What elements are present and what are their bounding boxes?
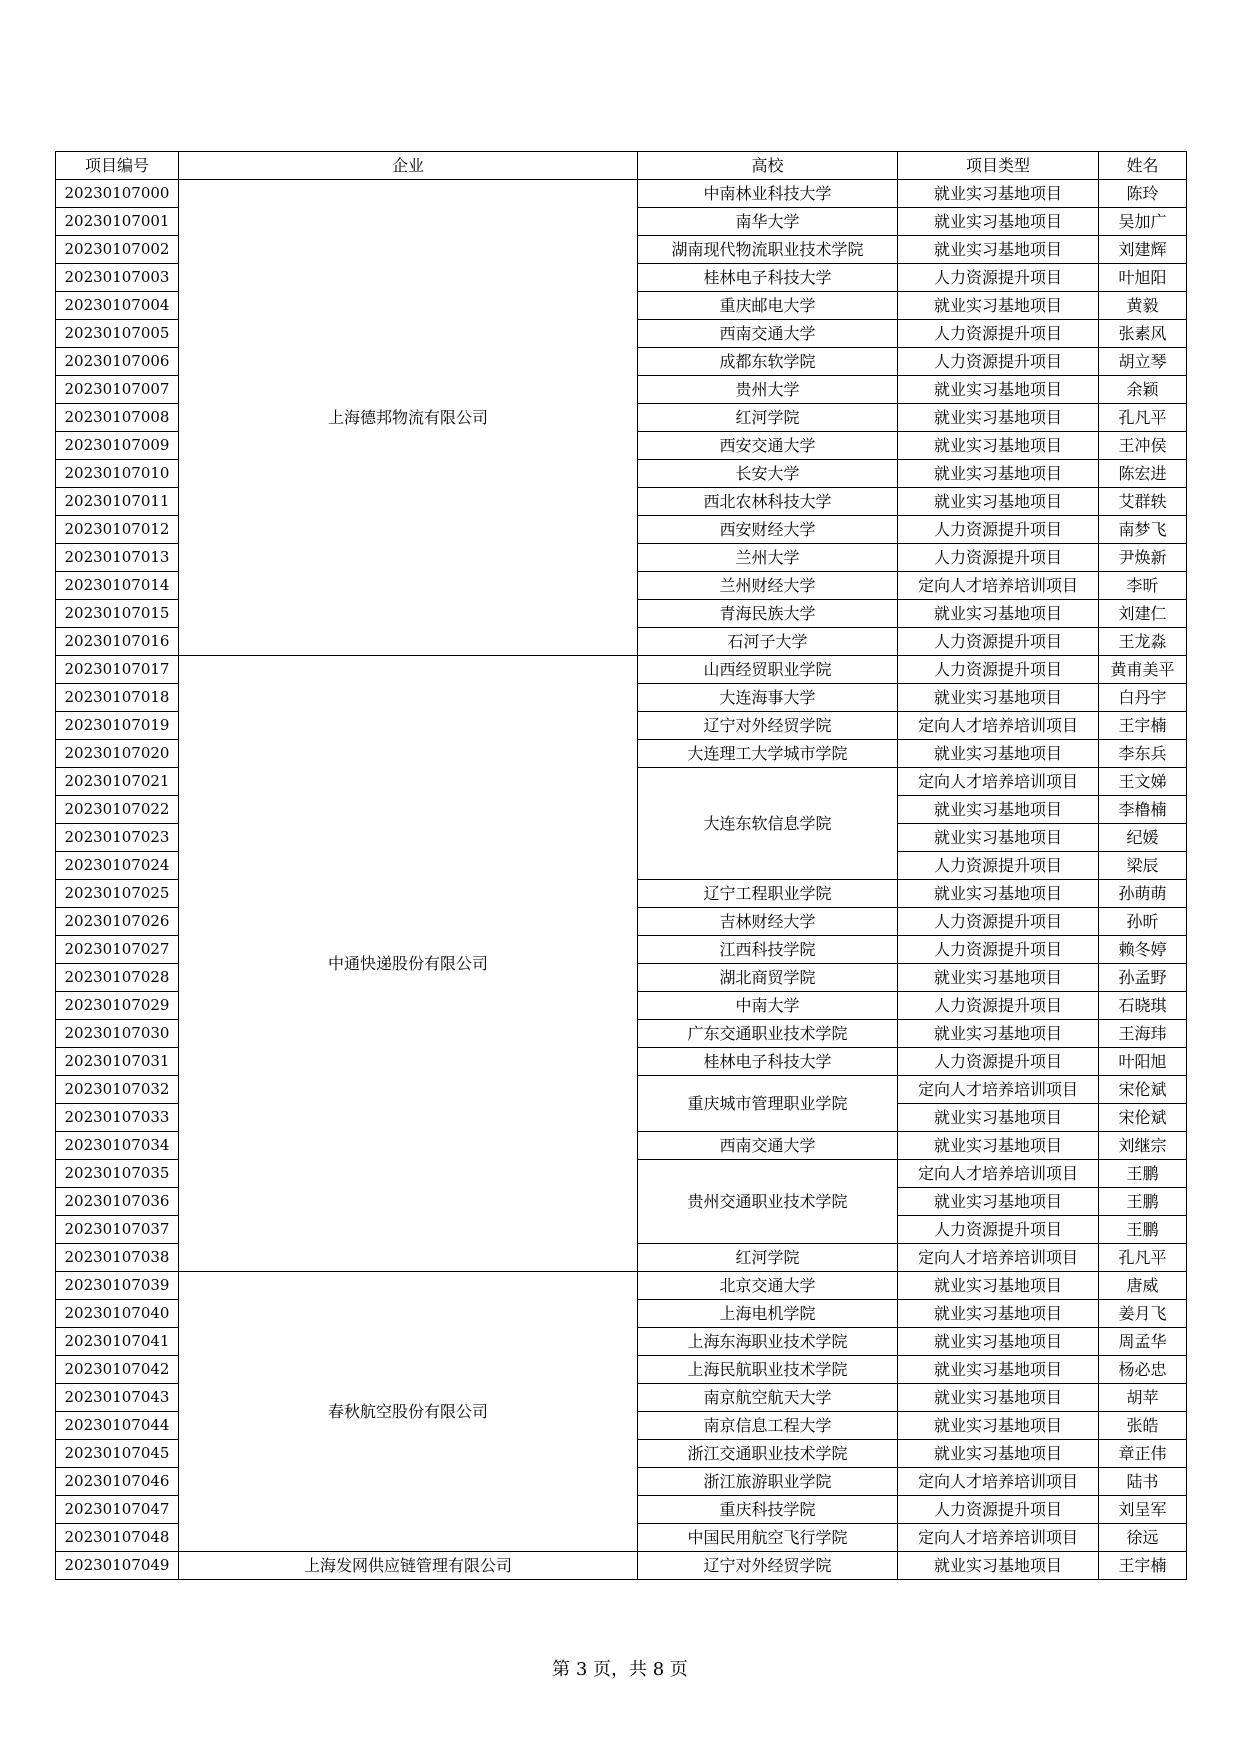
project-id-cell: 20230107027 (56, 936, 179, 964)
project-type-cell: 就业实习基地项目 (898, 292, 1099, 320)
project-type-cell: 人力资源提升项目 (898, 348, 1099, 376)
school-cell: 红河学院 (638, 404, 898, 432)
project-type-cell: 就业实习基地项目 (898, 1412, 1099, 1440)
project-id-cell: 20230107014 (56, 572, 179, 600)
person-name-cell: 艾群轶 (1099, 488, 1187, 516)
table-row (56, 1272, 1187, 1300)
project-type-cell: 人力资源提升项目 (898, 1216, 1099, 1244)
school-cell: 吉林财经大学 (638, 908, 898, 936)
table-row (56, 1552, 1187, 1580)
project-type-cell: 就业实习基地项目 (898, 824, 1099, 852)
project-type-cell: 就业实习基地项目 (898, 180, 1099, 208)
project-id-cell: 20230107049 (56, 1552, 179, 1580)
project-id-cell: 20230107036 (56, 1188, 179, 1216)
header-person-name: 姓名 (1099, 152, 1187, 180)
school-cell: 青海民族大学 (638, 600, 898, 628)
school-cell: 重庆邮电大学 (638, 292, 898, 320)
school-cell: 辽宁工程职业学院 (638, 880, 898, 908)
project-type-cell: 就业实习基地项目 (898, 404, 1099, 432)
page-footer: 第 3 页，共 8 页 (552, 1659, 688, 1680)
project-type-cell: 就业实习基地项目 (898, 1328, 1099, 1356)
project-type-cell: 就业实习基地项目 (898, 796, 1099, 824)
project-type-cell: 就业实习基地项目 (898, 1104, 1099, 1132)
school-cell: 中南大学 (638, 992, 898, 1020)
school-cell: 南京信息工程大学 (638, 1412, 898, 1440)
school-cell: 西南交通大学 (638, 1132, 898, 1160)
person-name-cell: 刘继宗 (1099, 1132, 1187, 1160)
project-id-cell: 20230107026 (56, 908, 179, 936)
project-id-cell: 20230107029 (56, 992, 179, 1020)
school-cell: 辽宁对外经贸学院 (638, 712, 898, 740)
school-cell: 兰州财经大学 (638, 572, 898, 600)
person-name-cell: 周孟华 (1099, 1328, 1187, 1356)
school-cell: 中国民用航空飞行学院 (638, 1524, 898, 1552)
person-name-cell: 孔凡平 (1099, 404, 1187, 432)
company-cell: 中通快递股份有限公司 (179, 656, 638, 1272)
school-cell: 成都东软学院 (638, 348, 898, 376)
table-body (56, 180, 1187, 1580)
school-cell: 兰州大学 (638, 544, 898, 572)
school-cell: 桂林电子科技大学 (638, 264, 898, 292)
project-id-cell: 20230107028 (56, 964, 179, 992)
person-name-cell: 陈玲 (1099, 180, 1187, 208)
person-name-cell: 唐威 (1099, 1272, 1187, 1300)
person-name-cell: 石晓琪 (1099, 992, 1187, 1020)
person-name-cell: 梁辰 (1099, 852, 1187, 880)
school-cell: 中南林业科技大学 (638, 180, 898, 208)
project-type-cell: 人力资源提升项目 (898, 936, 1099, 964)
project-type-cell: 人力资源提升项目 (898, 1496, 1099, 1524)
person-name-cell: 胡苹 (1099, 1384, 1187, 1412)
project-type-cell: 就业实习基地项目 (898, 1356, 1099, 1384)
project-type-cell: 就业实习基地项目 (898, 1188, 1099, 1216)
person-name-cell: 李东兵 (1099, 740, 1187, 768)
person-name-cell: 吴加广 (1099, 208, 1187, 236)
person-name-cell: 章正伟 (1099, 1440, 1187, 1468)
project-id-cell: 20230107025 (56, 880, 179, 908)
person-name-cell: 王鹏 (1099, 1188, 1187, 1216)
person-name-cell: 张皓 (1099, 1412, 1187, 1440)
project-type-cell: 定向人才培养培训项目 (898, 1524, 1099, 1552)
company-cell: 春秋航空股份有限公司 (179, 1272, 638, 1552)
school-cell: 长安大学 (638, 460, 898, 488)
project-id-cell: 20230107010 (56, 460, 179, 488)
project-type-cell: 定向人才培养培训项目 (898, 1468, 1099, 1496)
person-name-cell: 纪媛 (1099, 824, 1187, 852)
school-cell: 浙江交通职业技术学院 (638, 1440, 898, 1468)
project-type-cell: 定向人才培养培训项目 (898, 1076, 1099, 1104)
project-type-cell: 人力资源提升项目 (898, 852, 1099, 880)
person-name-cell: 赖冬婷 (1099, 936, 1187, 964)
project-id-cell: 20230107004 (56, 292, 179, 320)
project-type-cell: 人力资源提升项目 (898, 908, 1099, 936)
project-type-cell: 定向人才培养培训项目 (898, 768, 1099, 796)
project-type-cell: 就业实习基地项目 (898, 1020, 1099, 1048)
project-type-cell: 就业实习基地项目 (898, 1552, 1099, 1580)
project-type-cell: 就业实习基地项目 (898, 880, 1099, 908)
project-type-cell: 定向人才培养培训项目 (898, 1160, 1099, 1188)
project-id-cell: 20230107046 (56, 1468, 179, 1496)
project-id-cell: 20230107045 (56, 1440, 179, 1468)
project-id-cell: 20230107009 (56, 432, 179, 460)
person-name-cell: 黄毅 (1099, 292, 1187, 320)
project-type-cell: 就业实习基地项目 (898, 684, 1099, 712)
project-id-cell: 20230107020 (56, 740, 179, 768)
school-cell: 大连海事大学 (638, 684, 898, 712)
person-name-cell: 白丹宇 (1099, 684, 1187, 712)
project-id-cell: 20230107023 (56, 824, 179, 852)
header-project-type: 项目类型 (898, 152, 1099, 180)
person-name-cell: 胡立琴 (1099, 348, 1187, 376)
school-cell: 西安财经大学 (638, 516, 898, 544)
person-name-cell: 叶旭阳 (1099, 264, 1187, 292)
school-cell: 北京交通大学 (638, 1272, 898, 1300)
person-name-cell: 叶阳旭 (1099, 1048, 1187, 1076)
person-name-cell: 徐远 (1099, 1524, 1187, 1552)
table-header-row (56, 152, 1187, 180)
project-type-cell: 就业实习基地项目 (898, 1300, 1099, 1328)
project-id-cell: 20230107035 (56, 1160, 179, 1188)
person-name-cell: 孙孟野 (1099, 964, 1187, 992)
project-id-cell: 20230107024 (56, 852, 179, 880)
project-id-cell: 20230107003 (56, 264, 179, 292)
project-id-cell: 20230107000 (56, 180, 179, 208)
school-cell: 浙江旅游职业学院 (638, 1468, 898, 1496)
project-type-cell: 就业实习基地项目 (898, 460, 1099, 488)
person-name-cell: 王宇楠 (1099, 1552, 1187, 1580)
project-id-cell: 20230107048 (56, 1524, 179, 1552)
person-name-cell: 宋伦斌 (1099, 1104, 1187, 1132)
person-name-cell: 孔凡平 (1099, 1244, 1187, 1272)
project-id-cell: 20230107007 (56, 376, 179, 404)
header-project-id: 项目编号 (56, 152, 179, 180)
project-id-cell: 20230107032 (56, 1076, 179, 1104)
school-cell: 上海电机学院 (638, 1300, 898, 1328)
project-id-cell: 20230107044 (56, 1412, 179, 1440)
project-type-cell: 人力资源提升项目 (898, 264, 1099, 292)
header-company: 企业 (179, 152, 638, 180)
project-type-cell: 就业实习基地项目 (898, 600, 1099, 628)
person-name-cell: 王鹏 (1099, 1216, 1187, 1244)
school-cell: 桂林电子科技大学 (638, 1048, 898, 1076)
person-name-cell: 刘呈军 (1099, 1496, 1187, 1524)
project-id-cell: 20230107016 (56, 628, 179, 656)
school-cell: 湖北商贸学院 (638, 964, 898, 992)
school-cell: 江西科技学院 (638, 936, 898, 964)
school-cell: 上海东海职业技术学院 (638, 1328, 898, 1356)
school-cell: 贵州大学 (638, 376, 898, 404)
person-name-cell: 孙昕 (1099, 908, 1187, 936)
project-id-cell: 20230107022 (56, 796, 179, 824)
person-name-cell: 王鹏 (1099, 1160, 1187, 1188)
project-type-cell: 定向人才培养培训项目 (898, 1244, 1099, 1272)
project-table (55, 151, 1187, 1580)
project-type-cell: 人力资源提升项目 (898, 1048, 1099, 1076)
person-name-cell: 刘建仁 (1099, 600, 1187, 628)
school-cell: 大连理工大学城市学院 (638, 740, 898, 768)
school-cell: 贵州交通职业技术学院 (638, 1160, 898, 1244)
person-name-cell: 姜月飞 (1099, 1300, 1187, 1328)
project-type-cell: 定向人才培养培训项目 (898, 572, 1099, 600)
project-id-cell: 20230107002 (56, 236, 179, 264)
school-cell: 西北农林科技大学 (638, 488, 898, 516)
school-cell: 红河学院 (638, 1244, 898, 1272)
person-name-cell: 李橹楠 (1099, 796, 1187, 824)
project-type-cell: 就业实习基地项目 (898, 488, 1099, 516)
project-id-cell: 20230107042 (56, 1356, 179, 1384)
company-cell: 上海发网供应链管理有限公司 (179, 1552, 638, 1580)
person-name-cell: 南梦飞 (1099, 516, 1187, 544)
project-type-cell: 人力资源提升项目 (898, 656, 1099, 684)
project-id-cell: 20230107019 (56, 712, 179, 740)
project-id-cell: 20230107047 (56, 1496, 179, 1524)
school-cell: 西南交通大学 (638, 320, 898, 348)
project-id-cell: 20230107039 (56, 1272, 179, 1300)
project-type-cell: 就业实习基地项目 (898, 1440, 1099, 1468)
header-school: 高校 (638, 152, 898, 180)
school-cell: 南京航空航天大学 (638, 1384, 898, 1412)
table-row (56, 656, 1187, 684)
project-id-cell: 20230107008 (56, 404, 179, 432)
school-cell: 西安交通大学 (638, 432, 898, 460)
school-cell: 湖南现代物流职业技术学院 (638, 236, 898, 264)
school-cell: 山西经贸职业学院 (638, 656, 898, 684)
project-id-cell: 20230107005 (56, 320, 179, 348)
person-name-cell: 宋伦斌 (1099, 1076, 1187, 1104)
person-name-cell: 王龙淼 (1099, 628, 1187, 656)
person-name-cell: 王宇楠 (1099, 712, 1187, 740)
project-id-cell: 20230107001 (56, 208, 179, 236)
school-cell: 广东交通职业技术学院 (638, 1020, 898, 1048)
project-id-cell: 20230107031 (56, 1048, 179, 1076)
project-type-cell: 人力资源提升项目 (898, 628, 1099, 656)
project-type-cell: 定向人才培养培训项目 (898, 712, 1099, 740)
project-type-cell: 人力资源提升项目 (898, 516, 1099, 544)
project-id-cell: 20230107018 (56, 684, 179, 712)
project-type-cell: 就业实习基地项目 (898, 432, 1099, 460)
project-id-cell: 20230107040 (56, 1300, 179, 1328)
project-id-cell: 20230107012 (56, 516, 179, 544)
project-id-cell: 20230107015 (56, 600, 179, 628)
project-id-cell: 20230107037 (56, 1216, 179, 1244)
school-cell: 上海民航职业技术学院 (638, 1356, 898, 1384)
project-type-cell: 就业实习基地项目 (898, 1272, 1099, 1300)
project-type-cell: 就业实习基地项目 (898, 376, 1099, 404)
school-cell: 重庆科技学院 (638, 1496, 898, 1524)
person-name-cell: 孙萌萌 (1099, 880, 1187, 908)
project-id-cell: 20230107017 (56, 656, 179, 684)
person-name-cell: 陈宏进 (1099, 460, 1187, 488)
project-type-cell: 就业实习基地项目 (898, 208, 1099, 236)
project-type-cell: 就业实习基地项目 (898, 1132, 1099, 1160)
project-type-cell: 人力资源提升项目 (898, 544, 1099, 572)
person-name-cell: 王海玮 (1099, 1020, 1187, 1048)
person-name-cell: 王文娣 (1099, 768, 1187, 796)
project-type-cell: 人力资源提升项目 (898, 992, 1099, 1020)
school-cell: 辽宁对外经贸学院 (638, 1552, 898, 1580)
project-id-cell: 20230107013 (56, 544, 179, 572)
project-id-cell: 20230107011 (56, 488, 179, 516)
project-type-cell: 就业实习基地项目 (898, 740, 1099, 768)
company-cell: 上海德邦物流有限公司 (179, 180, 638, 656)
school-cell: 大连东软信息学院 (638, 768, 898, 880)
person-name-cell: 杨必忠 (1099, 1356, 1187, 1384)
project-type-cell: 就业实习基地项目 (898, 1384, 1099, 1412)
project-id-cell: 20230107034 (56, 1132, 179, 1160)
project-id-cell: 20230107038 (56, 1244, 179, 1272)
person-name-cell: 黄甫美平 (1099, 656, 1187, 684)
project-id-cell: 20230107006 (56, 348, 179, 376)
school-cell: 南华大学 (638, 208, 898, 236)
person-name-cell: 余颖 (1099, 376, 1187, 404)
project-id-cell: 20230107021 (56, 768, 179, 796)
project-id-cell: 20230107033 (56, 1104, 179, 1132)
person-name-cell: 李昕 (1099, 572, 1187, 600)
project-id-cell: 20230107043 (56, 1384, 179, 1412)
person-name-cell: 张素风 (1099, 320, 1187, 348)
project-type-cell: 就业实习基地项目 (898, 964, 1099, 992)
project-id-cell: 20230107030 (56, 1020, 179, 1048)
person-name-cell: 陆书 (1099, 1468, 1187, 1496)
project-id-cell: 20230107041 (56, 1328, 179, 1356)
person-name-cell: 王冲侯 (1099, 432, 1187, 460)
school-cell: 石河子大学 (638, 628, 898, 656)
project-type-cell: 就业实习基地项目 (898, 236, 1099, 264)
table-row (56, 180, 1187, 208)
person-name-cell: 刘建辉 (1099, 236, 1187, 264)
school-cell: 重庆城市管理职业学院 (638, 1076, 898, 1132)
person-name-cell: 尹焕新 (1099, 544, 1187, 572)
project-type-cell: 人力资源提升项目 (898, 320, 1099, 348)
